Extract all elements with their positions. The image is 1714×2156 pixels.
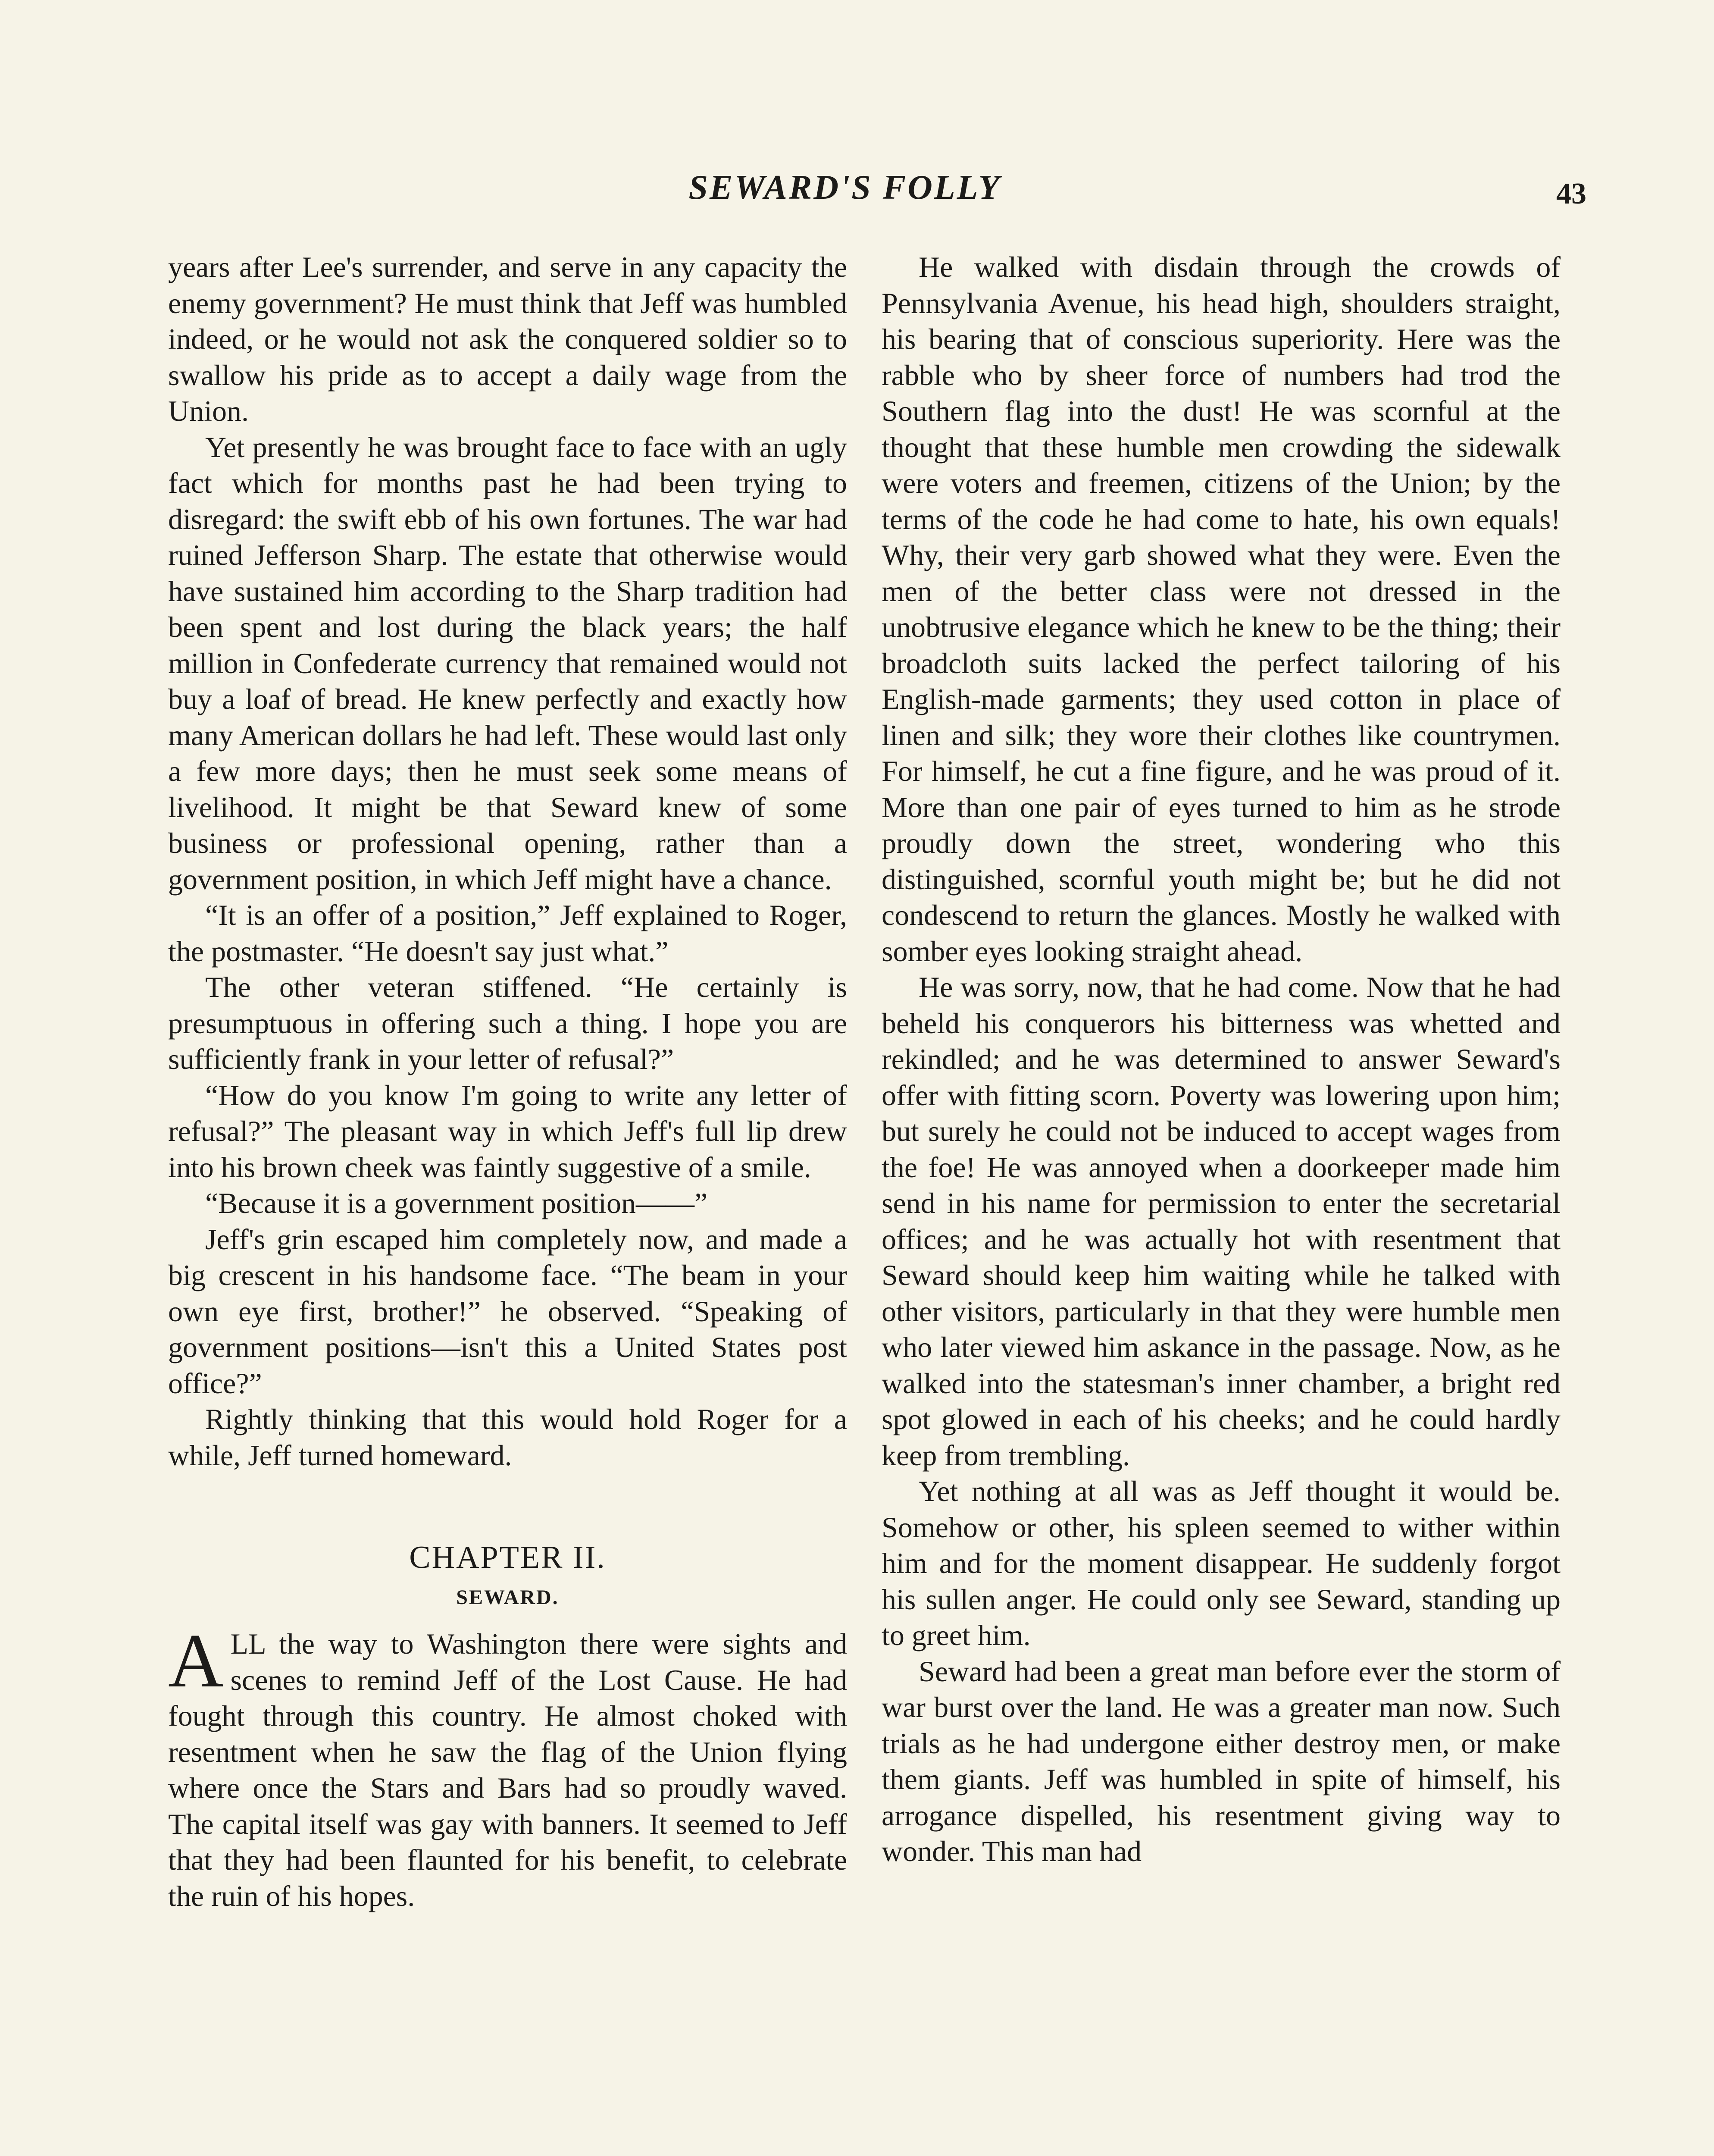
paragraph: “It is an offer of a position,” Jeff explained to Roger, the postmaster. “He doesn't say just what.”: [168, 899, 847, 968]
paragraph: The other veteran stiffened. “He certainly is presumptuous in offering such a thing. I hope you are sufficiently frank in your letter of refusal?”: [168, 971, 847, 1075]
paragraph: He walked with disdain through the crowds of Pennsylvania Avenue, his head high, shoulders straight, his bearing that of conscious superiority. Here was the rabble who by sheer force of numbers had trod the Southern flag into the dust! He was scornful at the thought that these humble men crowding the sidewalk were voters and freemen, citizens of the Union; by the terms of the code he had come to hate, his own equals! Why, their very garb showed what they were. Even the men of the better class were not dressed in the unobtrusive elegance which he knew to be the thing; their broadcloth suits lacked the perfect tailoring of his English-made garments; they used cotton in place of linen and silk; they wore their clothes like countrymen. For himself, he cut a fine figure, and he was proud of it. More than one pair of eyes turned to him as he strode proudly down the street, wondering who this distinguished, scornful youth might be; but he did not condescend to return the glances. Mostly he walked with somber eyes looking straight ahead.: [882, 251, 1561, 968]
drop-cap: A: [168, 1618, 224, 1703]
chapter-title: CHAPTER II.: [409, 1540, 606, 1575]
paragraph: Jeff's grin escaped him completely now, and made a big crescent in his handsome face. “The beam in your own eye first, brother!” he observed. “Speaking of government positions—isn't this a United States post office?”: [168, 1222, 847, 1400]
chapter-subtitle: SEWARD.: [456, 1586, 559, 1609]
paragraph: “How do you know I'm going to write any letter of refusal?” The pleasant way in which Jeff's full lip drew into his brown cheek was faintly suggestive of a smile.: [168, 1078, 847, 1184]
paragraph: He was sorry, now, that he had come. Now that he had beheld his conquerors his bitterness was whetted and rekindled; and he was determined to answer Seward's offer with fitting scorn. Poverty was lowering upon him; but surely he could not be induced to accept wages from the foe! He was annoyed when a doorkeeper made him send in his name for permission to enter the secretarial offices; and he was actually hot with resentment that Seward should keep him waiting while he talked with other visitors, particularly in that they were humble men who later viewed him askance in the passage. Now, as he walked into the statesman's inner chamber, a bright red spot glowed in each of his cheeks; and he could hardly keep from trembling.: [882, 971, 1561, 1472]
paragraph: years after Lee's surrender, and serve in any capacity the enemy government? He must think that Jeff was humbled indeed, or he would not ask the conquered soldier so to swallow his pride as to accept a daily wage from the Union.: [168, 251, 847, 427]
page-number: 43: [1556, 177, 1586, 210]
right-column: [882, 249, 1561, 1870]
chapter-opening-text: LL the way to Washington there were sights and scenes to remind Jeff of the Lost Cause. He had fought through this country. He almost choked with resentment when he saw the flag of the Union flying where once the Stars and Bars had so proudly waved. The capital itself was gay with banners. It seemed to Jeff that they had been flaunted for his benefit, to celebrate the ruin of his hopes.: [168, 1627, 847, 1912]
running-title: SEWARD'S FOLLY: [688, 169, 1001, 207]
paragraph: Yet nothing at all was as Jeff thought it would be. Somehow or other, his spleen seemed to wither within him and for the moment disappear. He suddenly forgot his sullen anger. He could only see Seward, standing up to greet him.: [882, 1475, 1561, 1651]
paragraph: Seward had been a great man before ever the storm of war burst over the land. He was a greater man now. Such trials as he had undergone either destroy men, or make them giants. Jeff was humbled in spite of himself, his arrogance dispelled, his resentment giving way to wonder. This man had: [882, 1655, 1561, 1868]
paragraph: “Because it is a government position——”: [205, 1187, 708, 1219]
chapter-opening-paragraph: [168, 1618, 847, 1914]
paragraph: Rightly thinking that this would hold Roger for a while, Jeff turned homeward.: [168, 1403, 847, 1472]
paragraph: Yet presently he was brought face to face with an ugly fact which for months past he had been trying to disregard: the swift ebb of his own fortunes. The war had ruined Jefferson Sharp. The estate that otherwise would have sustained him according to the Sharp tradition had been spent and lost during the black years; the half million in Confederate currency that remained would not buy a loaf of bread. He knew perfectly and exactly how many American dollars he had left. These would last only a few more days; then he must seek some means of livelihood. It might be that Seward knew of some business or professional opening, rather than a government position, in which Jeff might have a chance.: [168, 430, 847, 896]
left-column: [168, 249, 847, 1914]
running-head: [0, 168, 1714, 216]
